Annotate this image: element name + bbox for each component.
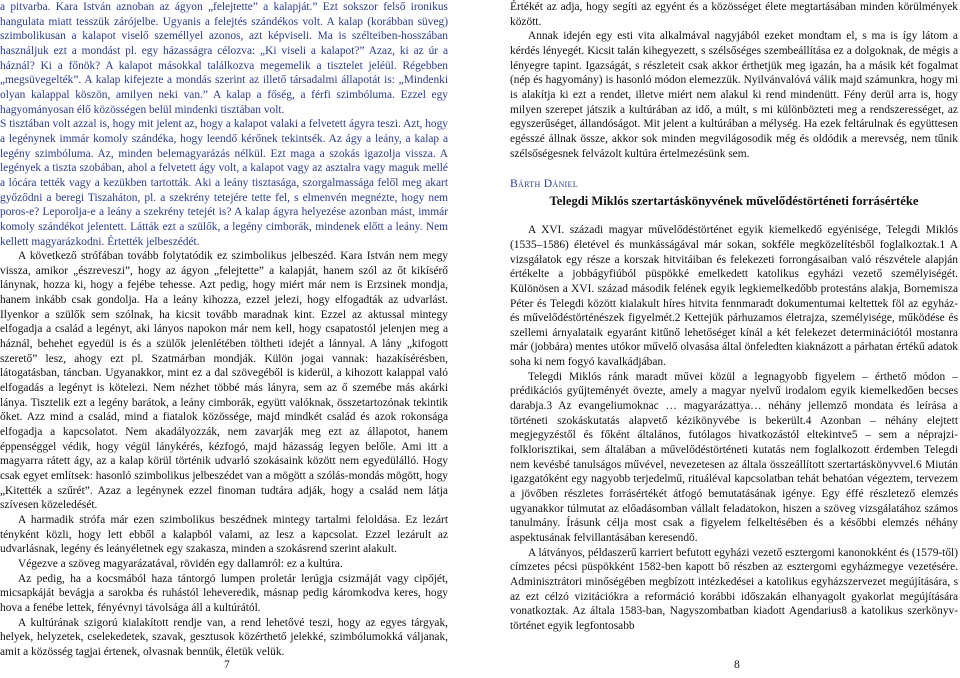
page-number-right: 8 [734,659,740,671]
article-author: Bárth Dániel [510,177,578,191]
paragraph: Telegdi Miklós ránk maradt művei közül a legnagyobb figyelem – érthető módon – prédikációs gyűjteményét övezte, amely a magyar nyelvű irodalom egyik kiemelkedően becses darabja.3 Az evangeliumoknac … magyarázattya… néhány jellemző mondata és leírása a történeti szokáskutatás alapvető kézikönyvébe is bekerült.4 Azonban – néhány elejtett megjegyzéstől és főként általános, futólagos hivatkozástól eltekintve5 – sem a néprajzi-folklorisztikai, sem általában a művelődéstörténeti kutatás nem foglalkozott érdemben Telegdi nem kevésbé tanulságos művével, nevezetesen az általa összeállított szertartáskönyvvel.6 Miután igazgatóként egy nagyobb terjedelmű, rituáléval kapcsolatban tehát behatóan végeztem, tervezem a jövőben részletes forrásértékét átfogó bemutatásának igénye. Egy éffé részletező elemzés ugyanakkor túlmutat az előadásomban vállalt feladatokon, hiszen a szöveg vizsgálatához számos tanulmány. Írásunk célja most csak a figyelem felkeltésében és a későbbi elemzés néhány aspektusának felvillantásában keresendő. [510,370,958,544]
right-page [510,0,958,634]
article-title: Telegdi Miklós szertartáskönyvének művelődéstörténeti forrásértéke [549,194,919,209]
paragraph: A kultúrának szigorú kialakított rendje van, a rend lehetővé teszi, hogy az egyes tárgyak, helyek, helyzetek, cselekedetek, szavak, gesztusok közérthető jelekké, szimbólumokká váljanak, amit a közösség tagjai értenek, olvasnak bennük, életük velük. [0,616,448,658]
paragraph: Értékét az adja, hogy segíti az egyént és a közösséget élete megtartásában minden körülmények között. [510,1,958,28]
paragraph: A harmadik strófa már ezen szimbolikus beszédnek mintegy tartalmi feloldása. Ez lezárt tényként közli, hogy lett ebből a kalapból valami, az lesz a kapcsolat. Ezzel lezárult az udvarlásnak, legény és leányéletnek egy szakasza, minden a szokásrend szerint alakult. [0,513,448,556]
right-page-intro-text [510,0,958,161]
paragraph: A látványos, példaszerű karriert befutott egyházi vezető esztergomi kanonokként és (1579-től) címzetes pécsi püspökként 1582-ben kapott bő részben az esztergomi egyházmegye vezetésére. Adminisztrátori minőségében megbízott intézkedései a katolikus egyházszervezet megújítására, s az ezt célzó vizitációkra a reformáció korábbi időszakán elhanyagolt gyakorlat megújítására vonatkoztak. Az általa 1583-ban, Nagyszombatban kiadott Agendarius8 a katolikus szerkönyv-történet egyik legfontosabb [510,546,958,632]
paragraph: Végezve a szöveg magyarázatával, rövidén egy dallamról: ez a kultúra. [18,557,343,570]
paragraph: A következő strófában tovább folytatódik ez szimbolikus jelbeszéd. Kara István nem megy vissza, amikor „észreveszi”, hogy az ágyon „felejtette” a kalapját, hanem szól az őt kikísérő lánynak, hozza ki, hogy a fejébe tehesse. Azt pedig, hogy miért már nem is Erzsinek mondja, hanem inkább csak gondolja. Ha a leány kihozza, ezzel jelezi, hogy elfogadták az udvarlást. Ilyenkor a szülők sem szólnak, ha kicsit tovább maradnak kint. Ezzel az aktussal mintegy elfogadja a család a legényt, aki lányos napokon már nem kell, hogy csapatostól jelenjen meg a háznál, behehet egyedül is és a szülők jelenlétében töltheti idejét a lánnyal. A lány „kifogott szerető” lesz, ahogy ezt pl. Szatmárban mondják. Külön jogai vannak: hazakísérésben, látogatásban, táncban. Ugyanakkor, mint ez a dal szövegéből is kiderül, a kihozott kalappal való elfogadás a legényt is kötelezi. Nem nézhet többé más lányra, sem az ő szemébe más akárki lánya. Tisztelik ezt a legény barátok, a leány cimborák, együtt valóknak, összetartozónak tekintik őket. Azz mind a család, mind a fiatalok közössége, majd mindkét család és azok rokonsága elfogadja a kapcsolatot. Nem akadályozzák, nem zavarják meg ezt az állapotot, hanem éppenséggel védik, hogy végül lánykérés, kézfogó, majd házasság legyen belőle. Ami itt a magyarra rátett ágy, az a kalap körül történik udvarló szokásaink között nem egyedülálló. Hogy csak egyet említsek: hasonló szimbolikus jelbeszédet van a mögött a szólás-mondás mögött, hogy „Kitették a szűrét”. Azaz a legénynek ezzel finoman tudtára adják, hogy a család nem látja szívesen közeledését. [0,250,448,512]
article-body-text [510,223,958,633]
paragraph: S tisztában volt azzal is, hogy mit jelent az, hogy a kalapot valaki a felvetett ágyra teszi. Azt, hogy a legénynek immár komoly szándéka, hogy leendő kérőnek tekintsék. Az ágy a leány, a kalap a legény szimbóluma. Az, minden belemagyarázás nélkül. Ezt maga a szokás igazolja vissza. A legények a tiszta szobában, ahol a felvetett ágy volt, a kalapot vagy az asztalra vagy maguk mellé a lócára tették vagy a kezükben tartották. Aki a leány tisztasága, szorgalmassága felől meg akart győződni a beregi Tiszaháton, pl. a szekrény tetejére tette fel, s elmenvén megnézte, hogy nem poros-e? Leporolja-e a leány a szekrény tetejét is? A kalap ágyra helyezése azonban mást, immár komoly szándékot jelentett. Látták ezt a szülők, a legény cimborák, mindenek előtt a leány. Nem kellett magyarázkodni. Értették jelbeszédét. [0,118,448,248]
left-page [0,0,448,660]
page-number-left: 7 [224,659,230,671]
paragraph: A XVI. századi magyar művelődéstörténet egyik kiemelkedő egyénisége, Telegdi Miklós (1535–1586) életével és munkásságával már sokan, sokféle megközelítésből foglalkoztak.1 A vizsgálatok egy része a korszak hitvitáiban és felekezeti forrongásaiban való részvétele alapján értékelte a jobbágyfiúból püspökké emelkedett katolikus egyházi vezető személyiségét. Különösen a XVI. század második felének egyik legkiemelkedőbb protestáns alakja, Bornemisza Péter és Telegdi között kialakult híres hitvita fennmaradt dokumentumai keltettek föl az egyház- és művelődéstörténészek figyelmét.2 Kettejük párhuzamos életrajza, személyisége, működése és szellemi árnyalataik egyaránt kitűnő lehetőséget kínál a két felekezet determinációtól mostanra már (jobbára) mentes utókor művelő olvasása által önfeledten kiaknázott a párhatan értékű adatok soha ki nem fogyó kavalkádjában. [510,224,958,369]
paragraph: Annak idején egy esti vita alkalmával nagyjából ezeket mondtam el, s ma is így látom a kérdés lényegét. Kicsit talán kihegyezett, s szélsőséges szembeállítása ez a dolgoknak, de mégis a lényegre tapint. Igazságát, s részleteit csak akkor érthetjük meg igazán, ha a másik két fogalmat (nép és hagyomány) is hasonló módon elemezzük. Nyilvánvalóvá válik majd számunkra, hogy mi is alakítja ki ezt a rendet, illetve miért nem alakul ki rend mindenütt. Fény derül arra is, hogy milyen szerepet játszik a kultúrában az idő, a múlt, s mi különbözteti meg a rendszerességet, az egyszerűséget, állandóságot. Mit jelent a kultúrában a mélység. Ha ezek feltárulnak és együttesen egésszé állnak össze, akkor sok minden megvilágosodik még és oldódik a merevség, nem tűnik szélsőségesnek felvázolt kultúra értelmezésünk sem. [510,30,958,160]
paragraph: Az pedig, ha a kocsmából haza tántorgó lumpen proletár lerúgja csizmáját vagy cipőjét, micsapkáját bevágja a sarokba és ruhástól leheveredik, másnap pedig káromkodva keres, hogy hova a fenébe lettek, fényévnyi távolsága áll a kultúrától. [0,572,448,614]
paragraph: a pitvarba. Kara István aznoban az ágyon „felejtette” a kalapját.” Ezt sokszor felső ironikus hangulata miatt tesszük zárójelbe. Ugyanis a felejtés szándékos volt. A kalap (korábban süveg) szimbolikusan a kalapot viselő személlyel azonos, azt képviseli. Ma is szélteiben-hosszában használjuk ezt a mondást pl. egy házasságra célozva: „Ki viseli a kalapot?” Azaz, ki az úr a háznál? Ki a főnök? A kalapot másokkal találkozva megemelik a tisztelet jeléül. Régebben „megsüvegelték”. A kalap kifejezte a mondás szerint az illető társadalmi állapotát is: „Mindenki olyan kalappal köszön, amilyen neki van.” A kalap a főség, a férfi szimbóluma. Ezzel egy hagyományosan élő közösségen belül mindenki tisztában volt. [0,1,448,116]
left-page-text [0,0,448,660]
